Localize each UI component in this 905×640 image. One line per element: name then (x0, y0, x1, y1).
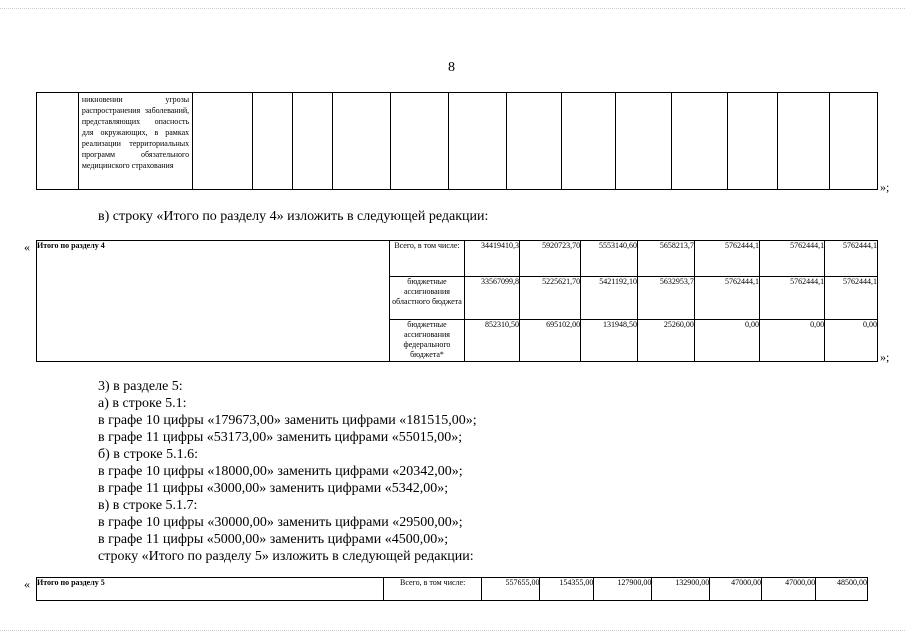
table-cell: 695102,00 (520, 319, 581, 361)
table-cell: 34419410,3 (465, 241, 520, 277)
continued-table-fragment (36, 92, 878, 190)
amendment-line: в графе 10 цифры «30000,00» заменить цифрами «29500,00»; (98, 515, 463, 530)
table-cell: 0,00 (825, 319, 878, 361)
open-quote: « (24, 577, 30, 591)
amendment-line: а) в строке 5.1: (98, 396, 187, 411)
amendment-line: в графе 11 цифры «53173,00» заменить цифрами «55015,00»; (98, 430, 463, 445)
row-label: бюджетные ассигнования федерального бюджета* (389, 319, 465, 361)
table-cell: 0,00 (694, 319, 759, 361)
table-cell: 47000,00 (710, 578, 762, 601)
table-cell: 132900,00 (652, 578, 710, 601)
table-cell: 127900,00 (594, 578, 652, 601)
amendment-line: в графе 10 цифры «18000,00» заменить цифрами «20342,00»; (98, 464, 463, 479)
table-cell: 5658213,7 (637, 241, 694, 277)
row-label: Всего, в том числе: (383, 578, 482, 601)
amendment-line: в графе 11 цифры «3000,00» заменить цифрами «5342,00»; (98, 481, 449, 496)
amendment-line: в графе 11 цифры «5000,00» заменить цифрами «4500,00»; (98, 532, 449, 547)
table-row (37, 93, 878, 190)
table-cell: 5553140,60 (581, 241, 638, 277)
table-cell: 25260,00 (637, 319, 694, 361)
scan-noise-top (0, 8, 905, 11)
table-cell: 154355,00 (540, 578, 594, 601)
table-cell: 5225621,70 (520, 277, 581, 319)
table-row (37, 241, 878, 277)
amendment-line: строку «Итого по разделу 5» изложить в следующей редакции: (98, 549, 474, 564)
closing-quote: »; (880, 350, 890, 364)
amendment-line: б) в строке 5.1.6: (98, 447, 198, 462)
table-cell: 0,00 (760, 319, 825, 361)
amendment-line: в графе 10 цифры «179673,00» заменить цифрами «181515,00»; (98, 413, 477, 428)
open-quote: « (24, 240, 30, 254)
table-cell: 5762444,1 (760, 241, 825, 277)
table-cell: 557655,00 (482, 578, 540, 601)
instruction-v: в) строку «Итого по разделу 4» изложить в следующей редакции: (98, 209, 489, 224)
table-cell: 5421192,10 (581, 277, 638, 319)
section5-total-table (36, 577, 868, 601)
table-cell: 33567099,8 (465, 277, 520, 319)
section4-title: Итого по разделу 4 (37, 241, 390, 362)
row-label: бюджетные ассигнования областного бюджета (389, 277, 465, 319)
table-cell: 5762444,1 (825, 241, 878, 277)
table-cell: 5632953,7 (637, 277, 694, 319)
table-cell: 5762444,1 (825, 277, 878, 319)
table-cell: 5762444,1 (760, 277, 825, 319)
table-cell: 5762444,1 (694, 277, 759, 319)
table-row (37, 578, 868, 601)
table-cell: 5920723,70 (520, 241, 581, 277)
table-cell: 48500,00 (816, 578, 868, 601)
row-description: никновении угрозы распространения заболеваний, представляющих опасность для окружающих, в рамках реализации территориальных программ обязательного медицинского страхования (78, 93, 192, 190)
section5-title: Итого по разделу 5 (37, 578, 384, 601)
row-label: Всего, в том числе: (389, 241, 465, 277)
table-cell: 131948,50 (581, 319, 638, 361)
table-cell: 5762444,1 (694, 241, 759, 277)
section4-total-table (36, 240, 878, 362)
page-number: 8 (448, 60, 455, 75)
amendment-line: в) в строке 5.1.7: (98, 498, 198, 513)
closing-quote: »; (880, 180, 890, 194)
table-cell: 47000,00 (762, 578, 816, 601)
amendment-line: 3) в разделе 5: (98, 379, 183, 394)
table-cell: 852310,50 (465, 319, 520, 361)
scan-noise-bottom (0, 630, 905, 633)
